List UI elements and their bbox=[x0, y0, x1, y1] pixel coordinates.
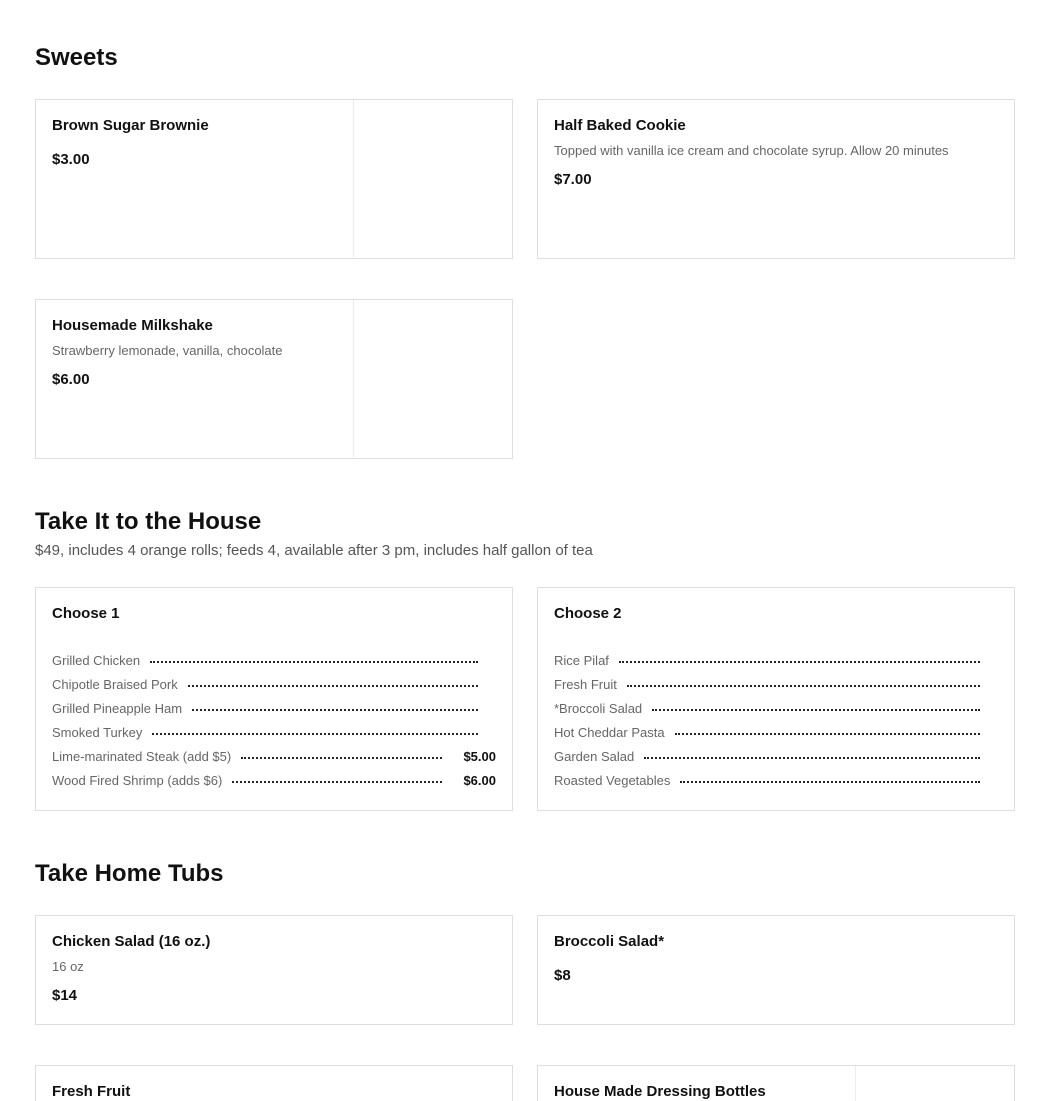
choose-2-options bbox=[554, 648, 998, 792]
dot-leader bbox=[188, 685, 478, 687]
item-description: Topped with vanilla ice cream and chocolate syrup. Allow 20 minutes bbox=[554, 143, 949, 158]
menu-item-card[interactable] bbox=[35, 915, 513, 1025]
menu-item-card[interactable] bbox=[537, 1065, 1015, 1101]
item-description: 16 oz bbox=[52, 959, 84, 974]
option-hot-cheddar-pasta[interactable] bbox=[554, 720, 998, 744]
section-title-take-it-to-the-house: Take It to the House bbox=[35, 508, 262, 535]
option-chipotle-braised-pork[interactable] bbox=[52, 672, 496, 696]
menu-item-card[interactable] bbox=[35, 99, 513, 259]
item-image-placeholder bbox=[855, 1066, 1014, 1101]
dot-leader bbox=[619, 661, 980, 663]
choose-1-title: Choose 1 bbox=[52, 605, 120, 622]
option-price: $5.00 bbox=[463, 748, 496, 764]
item-name: House Made Dressing Bottles bbox=[554, 1083, 766, 1100]
item-name: Housemade Milkshake bbox=[52, 317, 213, 334]
dot-leader bbox=[232, 781, 442, 783]
option-rice-pilaf[interactable] bbox=[554, 648, 998, 672]
dot-leader bbox=[627, 685, 980, 687]
dot-leader bbox=[644, 757, 980, 759]
section-title-take-home-tubs: Take Home Tubs bbox=[35, 860, 224, 887]
menu-item-card[interactable] bbox=[537, 99, 1015, 259]
item-price: $8 bbox=[554, 967, 571, 984]
choose-1-options bbox=[52, 648, 496, 792]
dot-leader bbox=[150, 661, 478, 663]
option-label: Grilled Pineapple Ham bbox=[52, 700, 183, 716]
option-label: Hot Cheddar Pasta bbox=[554, 724, 665, 740]
option-label: Fresh Fruit bbox=[554, 676, 617, 692]
option-grilled-pineapple-ham[interactable] bbox=[52, 696, 496, 720]
dot-leader bbox=[192, 709, 478, 711]
item-price: $6.00 bbox=[52, 371, 90, 388]
option-grilled-chicken[interactable] bbox=[52, 648, 496, 672]
item-name: Fresh Fruit bbox=[52, 1083, 131, 1100]
choose-1-card bbox=[35, 587, 513, 811]
option-label: Chipotle Braised Pork bbox=[52, 676, 178, 692]
option-label: Rice Pilaf bbox=[554, 652, 609, 668]
section-title-sweets: Sweets bbox=[35, 44, 118, 71]
dot-leader bbox=[241, 757, 442, 759]
option-label: Garden Salad bbox=[554, 748, 635, 764]
menu-item-card[interactable] bbox=[537, 915, 1015, 1025]
item-description: Strawberry lemonade, vanilla, chocolate bbox=[52, 343, 283, 358]
option-label: Smoked Turkey bbox=[52, 724, 143, 740]
option-price: $6.00 bbox=[463, 772, 496, 788]
item-name: Half Baked Cookie bbox=[554, 117, 686, 134]
option-label: Lime-marinated Steak (add $5) bbox=[52, 748, 232, 764]
option-fresh-fruit[interactable] bbox=[554, 672, 998, 696]
dot-leader bbox=[680, 781, 980, 783]
option-label: *Broccoli Salad bbox=[554, 700, 643, 716]
option-label: Roasted Vegetables bbox=[554, 772, 671, 788]
choose-2-card bbox=[537, 587, 1015, 811]
section-subtitle: $49, includes 4 orange rolls; feeds 4, available after 3 pm, includes half gallon of tea bbox=[35, 542, 593, 559]
option-roasted-vegetables[interactable] bbox=[554, 768, 998, 792]
option-lime-marinated-steak[interactable] bbox=[52, 744, 496, 768]
item-price: $7.00 bbox=[554, 171, 592, 188]
option-wood-fired-shrimp[interactable] bbox=[52, 768, 496, 792]
item-image-placeholder bbox=[353, 100, 512, 258]
option-broccoli-salad[interactable] bbox=[554, 696, 998, 720]
dot-leader bbox=[152, 733, 478, 735]
option-garden-salad[interactable] bbox=[554, 744, 998, 768]
menu-item-card[interactable] bbox=[35, 1065, 513, 1101]
choose-2-title: Choose 2 bbox=[554, 605, 622, 622]
item-price: $3.00 bbox=[52, 151, 90, 168]
item-name: Broccoli Salad* bbox=[554, 933, 665, 950]
dot-leader bbox=[652, 709, 980, 711]
item-image-placeholder bbox=[353, 300, 512, 458]
item-name: Chicken Salad (16 oz.) bbox=[52, 933, 211, 950]
item-name: Brown Sugar Brownie bbox=[52, 117, 209, 134]
option-smoked-turkey[interactable] bbox=[52, 720, 496, 744]
option-label: Grilled Chicken bbox=[52, 652, 141, 668]
item-price: $14 bbox=[52, 987, 78, 1004]
dot-leader bbox=[675, 733, 980, 735]
menu-item-card[interactable] bbox=[35, 299, 513, 459]
option-label: Wood Fired Shrimp (adds $6) bbox=[52, 772, 223, 788]
